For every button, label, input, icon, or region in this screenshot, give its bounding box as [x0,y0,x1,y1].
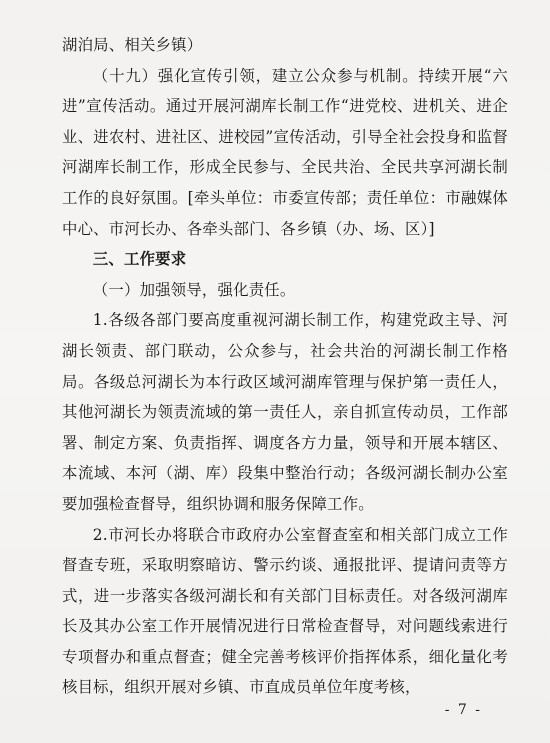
paragraph-0: 湖泊局、相关乡镇） [62,36,203,54]
paragraph-5: 2.市河长办将联合市政府办公室督查室和相关部门成立工作督查专班，采取明察暗访、警示约谈、通报批评、提请问责等方式，进一步落实各级河湖长和有关部门目标责任。对各级河湖库长及其办公室工作开展情况进行日常检查督导，对问题线索进行专项督办和重点督查；健全完善考核评价指挥体系，细化量化考核目标，组织开展对乡镇、市直成员单位年度考核， [62,525,508,697]
paragraph-3: （一）加强领导，强化责任。 [92,280,296,299]
paragraph-4: 1.各级各部门要高度重视河湖长制工作，构建党政主导、河湖长领责、部门联动，公众参与，社会共治的河湖长制工作格局。各级总河湖长为本行政区域河湖库管理与保护第一责任人，其他河湖长为领责流域的第一责任人，亲自抓宣传动员，工作部署、制定方案、负责指挥、调度各方力量，领导和开展本辖区、本流域、本河（湖、库）段集中整治行动；各级河湖长制办公室要加强检查督导，组织协调和服务保障工作。 [62,311,508,513]
document-body [62,30,508,703]
paragraph-1: （十九）强化宣传引领，建立公众参与机制。持续开展“六进”宣传活动。通过开展河湖库长制工作“进党校、进机关、进企业、进农村、进社区、进校园”宣传活动，引导全社会投身和监督河湖库长制工作，形成全民参与、全民共治、全民共享河湖长制工作的良好氛围。[牵头单位：市委宣传部；责任单位：市融媒体中心、市河长办、各牵头部门、各乡镇（办、场、区）] [62,66,508,238]
page-number: - 7 - [444,702,482,718]
section-heading: 三、工作要求 [92,250,187,269]
